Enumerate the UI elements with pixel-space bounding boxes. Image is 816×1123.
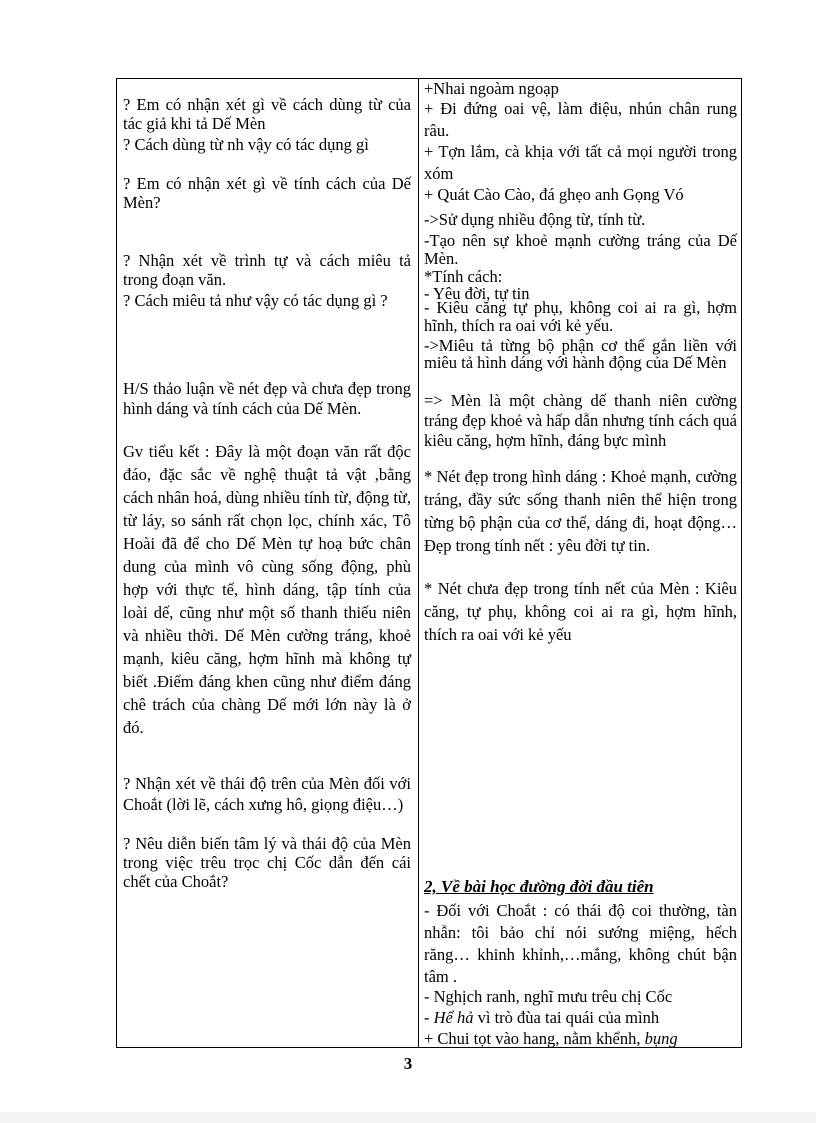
right-line-scold: + Quát Cào Cào, đá ghẹo anh Gọng Vó bbox=[424, 185, 684, 204]
right-line-attitude-choat: - Đối với Choắt : có thái độ coi thường, tàn nhẫn: tôi bảo chỉ nói sướng miệng, hếch răng… khinh khỉnh,…mắng, không chút bận tâm . bbox=[424, 901, 737, 986]
hide-text: + Chui tọt vào hang, nằm khểnh, bbox=[424, 1029, 645, 1048]
right-line-flaws: * Nét chưa đẹp trong tính nết của Mèn : Kiêu căng, tự phụ, không coi ai ra gì, hợm hĩnh, thích ra oai với kẻ yếu bbox=[424, 579, 737, 644]
right-line-personality-label: *Tính cách: bbox=[424, 267, 503, 286]
gleeful-word: Hể hả bbox=[433, 1008, 474, 1027]
page-number: 3 bbox=[403, 1054, 413, 1073]
section-heading-lesson: 2, Về bài học đường đời đầu tiên bbox=[424, 877, 654, 896]
left-discussion: H/S thảo luận về nét đẹp và chưa đẹp trong hình dáng và tính cách của Dế Mèn. bbox=[123, 379, 411, 418]
left-question-description-effect: ? Cách miêu tả như vậy có tác dụng gì ? bbox=[123, 291, 388, 310]
left-question-effect: ? Cách dùng từ nh vậy có tác dụng gì bbox=[123, 135, 369, 154]
left-question-psychology: ? Nêu diễn biến tâm lý và thái độ của Mèn trong việc trêu trọc chị Cốc dẫn đến cái chết của Choắt? bbox=[123, 834, 411, 891]
right-line-strength: -Tạo nên sự khoẻ mạnh cường tráng của Dế Mèn. bbox=[424, 231, 737, 268]
right-line-description: ->Miêu tả từng bộ phận cơ thể gắn liền với miêu tả hình dáng với hành động của Dế Mèn bbox=[424, 336, 737, 372]
right-line-walking: + Đi đứng oai vệ, làm điệu, nhún chân rung râu. bbox=[424, 99, 737, 140]
left-teacher-summary: Gv tiểu kết : Đây là một đoạn văn rất độc đáo, đặc sắc về nghệ thuật tả vật ,bằng cách nhân hoá, dùng nhiều tính từ, động từ, từ láy, so sánh rất chọn lọc, chính xác, Tô Hoài đã để cho Dế Mèn tự hoạ bức chân dung của mình vô cùng sống động, phù hợp với thực tế, hình dáng, tập tính của loài dế, cũng như một số thanh thiếu niên và nhiều thời. Dế Mèn cường tráng, khoẻ mạnh, kiêu căng, hợm hĩnh mà không tự biết .Điểm đáng khen cũng như điểm đáng chê trách của chàng Dế mới lớn này là ở đó. bbox=[123, 442, 411, 737]
page-bottom-strip bbox=[0, 1112, 816, 1123]
right-line-prank: - Nghịch ranh, nghĩ mưu trêu chị Cốc bbox=[424, 987, 673, 1006]
left-question-sequence: ? Nhận xét về trình tự và cách miêu tả trong đoạn văn. bbox=[123, 251, 411, 289]
belly-word: bụng bbox=[644, 1029, 678, 1048]
right-line-gleeful: - Hể hả vì trò đùa tai quái của mình bbox=[424, 1008, 660, 1027]
right-line-confident: - Yêu đời, tự tin bbox=[424, 284, 530, 303]
lesson-table bbox=[116, 78, 742, 1048]
left-question-attitude: ? Nhận xét về thái độ trên của Mèn đối với Choắt (lời lẽ, cách xưng hô, giọng điệu…) bbox=[123, 774, 411, 814]
right-line-beauty: * Nét đẹp trong hình dáng : Khoẻ mạnh, cường tráng, đầy sức sống thanh niên thể hiện trong từng bộ phận của cơ thể, dáng đi, hoạt động… Đẹp trong tính nết : yêu đời tự tin. bbox=[424, 467, 737, 555]
right-line-hide bbox=[424, 1029, 737, 1048]
left-question-word-usage: ? Em có nhận xét gì về cách dùng từ của tác giả khi tả Dế Mèn bbox=[123, 95, 411, 133]
column-divider bbox=[418, 79, 419, 1047]
right-line-conclusion: => Mèn là một chàng dế thanh niên cường tráng đẹp khoẻ và hấp dẫn nhưng tính cách quá kiêu căng, hợm hĩnh, đáng bực mình bbox=[424, 391, 737, 450]
left-question-personality: ? Em có nhận xét gì về tính cách của Dế Mèn? bbox=[123, 174, 411, 212]
right-line-verbs: ->Sử dụng nhiều động từ, tính từ. bbox=[424, 210, 646, 229]
right-line-fierce: + Tợn lắm, cà khịa với tất cả mọi người trong xóm bbox=[424, 142, 737, 183]
right-line-arrogant: - Kiêu căng tự phụ, không coi ai ra gì, hợm hĩnh, thích ra oai với kẻ yếu. bbox=[424, 298, 737, 335]
right-line-chewing: +Nhai ngoàm ngoạp bbox=[424, 79, 559, 98]
gleeful-rest: vì trò đùa tai quái của mình bbox=[473, 1008, 660, 1027]
